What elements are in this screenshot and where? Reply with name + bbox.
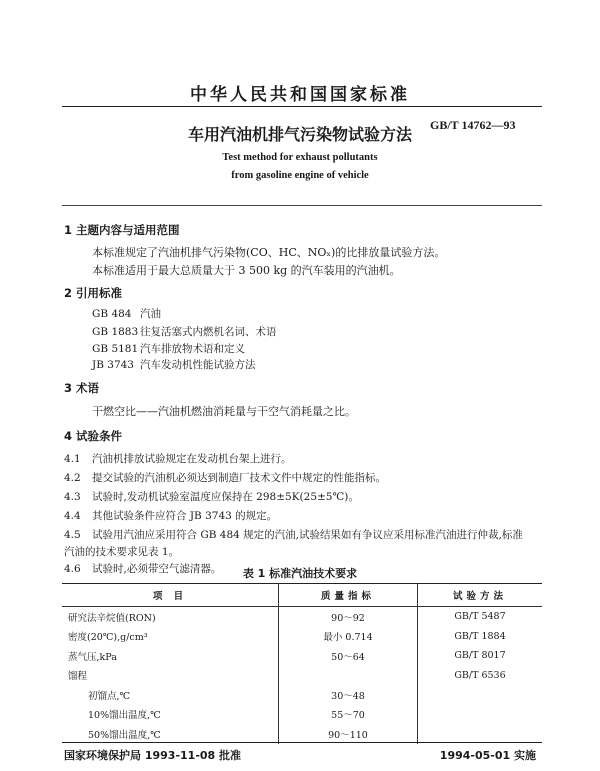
table-row: [62, 666, 542, 686]
reference-item: [92, 324, 277, 339]
table-row: [62, 705, 542, 725]
reference-code: JB 3743: [92, 359, 134, 371]
table-row: [62, 627, 542, 647]
reference-code: GB 1883: [92, 326, 139, 338]
cell-method: GB/T 5487: [454, 611, 506, 623]
section-2-heading: 2 引用标准: [64, 286, 123, 300]
clause-number: 4.4: [64, 510, 81, 522]
reference-code: GB 5181: [92, 343, 139, 355]
cell-item: 10%馏出温度,℃: [88, 710, 161, 722]
document-title-en-line1: Test method for exhaust pollutants: [222, 152, 378, 163]
cell-item: 50%馏出温度,℃: [88, 729, 161, 741]
table-row: [62, 685, 542, 705]
cell-item: 馏程: [68, 671, 88, 683]
national-standard-title: 中华人民共和国国家标准: [190, 85, 410, 105]
clause-number: 4.1: [64, 453, 81, 465]
table-row: [62, 724, 542, 744]
cell-item: 研究法辛烷值(RON): [68, 612, 156, 624]
clause-text: 提交试验的汽油机必须达到制造厂技术文件中规定的性能指标。: [92, 472, 386, 484]
table-row: [62, 646, 542, 666]
cell-spec: 30～48: [279, 685, 418, 705]
cell-spec: 50～64: [279, 646, 418, 666]
reference-item: [92, 341, 245, 356]
clause-text: 试验时,必须带空气滤清器。: [92, 563, 222, 575]
table-header-row: [62, 584, 542, 607]
section-1-paragraph-1: 本标准规定了汽油机排气污染物(CO、HC、NOₓ)的比排放量试验方法。: [92, 246, 446, 259]
approval-line: 国家环境保护局 1993-11-08 批准: [64, 749, 242, 762]
clause-number: 4.3: [64, 491, 81, 503]
section-1-paragraph-2: 本标准适用于最大总质量大于 3 500 kg 的汽车装用的汽油机。: [92, 264, 401, 277]
document-title-cn: 车用汽油机排气污染物试验方法: [187, 125, 412, 144]
cell-method: [418, 685, 543, 705]
clause-item: [64, 489, 359, 504]
clause-text: 其他试验条件应符合 JB 3743 的规定。: [92, 510, 278, 522]
header-method: 试验方法: [418, 584, 543, 607]
title-rule: [62, 205, 542, 206]
clause-text: 试验时,发动机试验室温度应保持在 298±5K(25±5℃)。: [92, 491, 359, 503]
cell-spec: 55～70: [279, 705, 418, 725]
reference-title: 往复活塞式内燃机名词、术语: [140, 326, 277, 338]
clause-text: 汽油机排放试验规定在发动机台架上进行。: [92, 453, 292, 465]
section-4-heading: 4 试验条件: [64, 429, 123, 443]
reference-title: 汽车排放物术语和定义: [140, 343, 245, 355]
document-title-en-line2: from gasoline engine of vehicle: [231, 170, 369, 181]
section-3-heading: 3 术语: [64, 381, 100, 395]
reference-title: 汽油: [140, 308, 161, 320]
section-1-heading: 1 主题内容与适用范围: [64, 223, 180, 237]
cell-method: [418, 724, 543, 744]
clause-number: 4.5: [64, 529, 81, 541]
cell-spec: [279, 666, 418, 686]
clause-number: 4.6: [64, 563, 81, 575]
section-3-paragraph: 干燃空比——汽油机燃油消耗量与干空气消耗量之比。: [92, 405, 356, 418]
header-item: 项 目: [62, 584, 279, 607]
effective-date: 1994-05-01 实施: [439, 749, 536, 762]
cell-method: [418, 705, 543, 725]
cell-item: 蒸气压,kPa: [68, 651, 117, 663]
cell-method: GB/T 1884: [454, 630, 506, 642]
cell-method: GB/T 8017: [454, 650, 506, 662]
table-caption: 表 1 标准汽油技术要求: [242, 567, 358, 580]
header-spec: 质量指标: [279, 584, 418, 607]
reference-item: [92, 357, 256, 372]
clause-continuation: 汽油的技术要求见表 1。: [64, 546, 180, 558]
clause-item: [64, 451, 292, 466]
cell-method: GB/T 6536: [454, 669, 506, 681]
reference-code: GB 484: [92, 308, 132, 320]
reference-item: [92, 306, 161, 321]
clause-text: 试验用汽油应采用符合 GB 484 规定的汽油,试验结果如有争议应采用标准汽油进行仲裁,标准: [92, 529, 523, 541]
header-rule: [62, 106, 542, 107]
cell-spec: 最小 0.714: [279, 627, 418, 647]
clause-item: [64, 508, 277, 523]
cell-spec: 90～110: [279, 724, 418, 744]
table-row: [62, 607, 542, 627]
standard-code: GB/T 14762—93: [430, 118, 516, 132]
clause-item: [64, 470, 386, 485]
cell-item: 初馏点,℃: [88, 690, 131, 702]
reference-title: 汽车发动机性能试验方法: [140, 359, 256, 371]
clause-item: [64, 527, 523, 542]
cell-spec: 90～92: [279, 607, 418, 627]
cell-item: 密度(20℃),g/cm³: [68, 632, 148, 644]
footer-rule: [62, 742, 542, 743]
clause-number: 4.2: [64, 472, 81, 484]
gasoline-spec-table: [62, 583, 542, 744]
